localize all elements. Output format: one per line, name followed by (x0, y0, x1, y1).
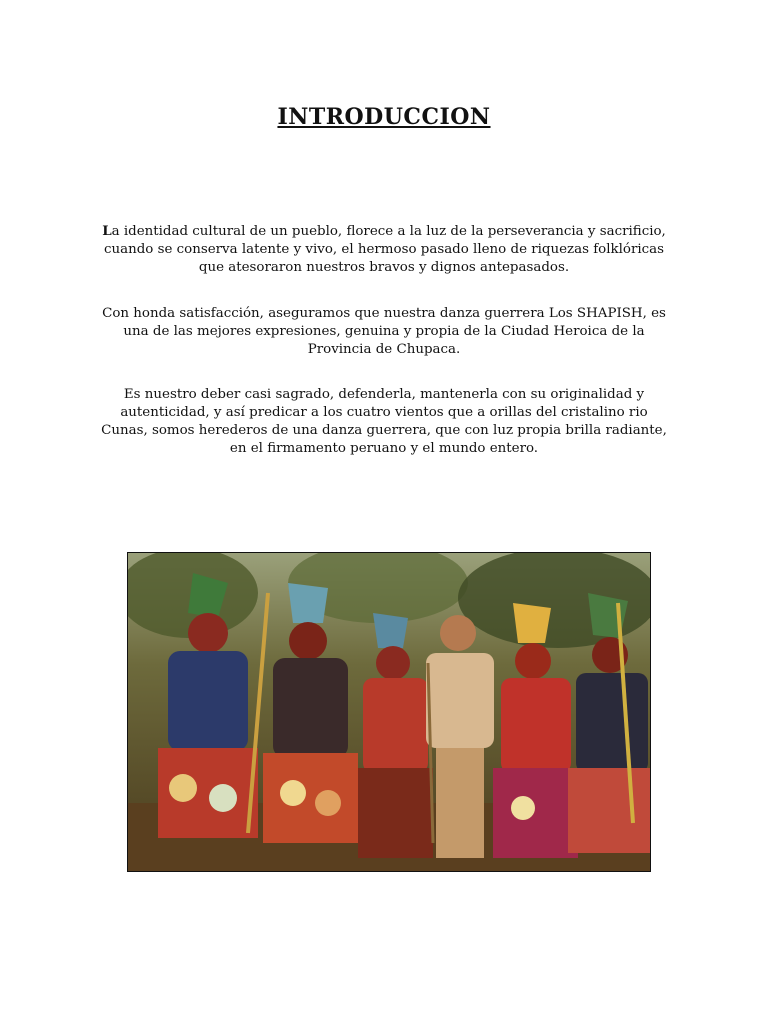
intro-paragraph-1 (100, 222, 668, 277)
intro-paragraph-1-text: a identidad cultural de un pueblo, florece a la luz de la perseverancia y sacrificio, cuando se conserva latente y vivo, el hermoso pasado lleno de riquezas folklóricas que atesoraron nuestros bravos y dignos antepasados. (103, 224, 666, 275)
intro-paragraph-2: Con honda satisfacción, aseguramos que nuestra danza guerrera Los SHAPISH, es una de las mejores expresiones, genuina y propia de la Ciudad Heroica de la Provincia de Chupaca. (102, 306, 666, 357)
intro-paragraph-3: Es nuestro deber casi sagrado, defenderla, mantenerla con su originalidad y autenticidad, y así predicar a los cuatro vientos que a orillas del cristalino rio Cunas, somos herederos de una danza guerrera, que con luz propia brilla radiante, en el firmamento peruano y el mundo entero. (101, 387, 667, 456)
dancers-photo (127, 552, 651, 872)
page-title: INTRODUCCION (277, 104, 491, 130)
dancers-photo-illustration (128, 553, 651, 872)
drop-cap-letter: L (102, 223, 112, 239)
